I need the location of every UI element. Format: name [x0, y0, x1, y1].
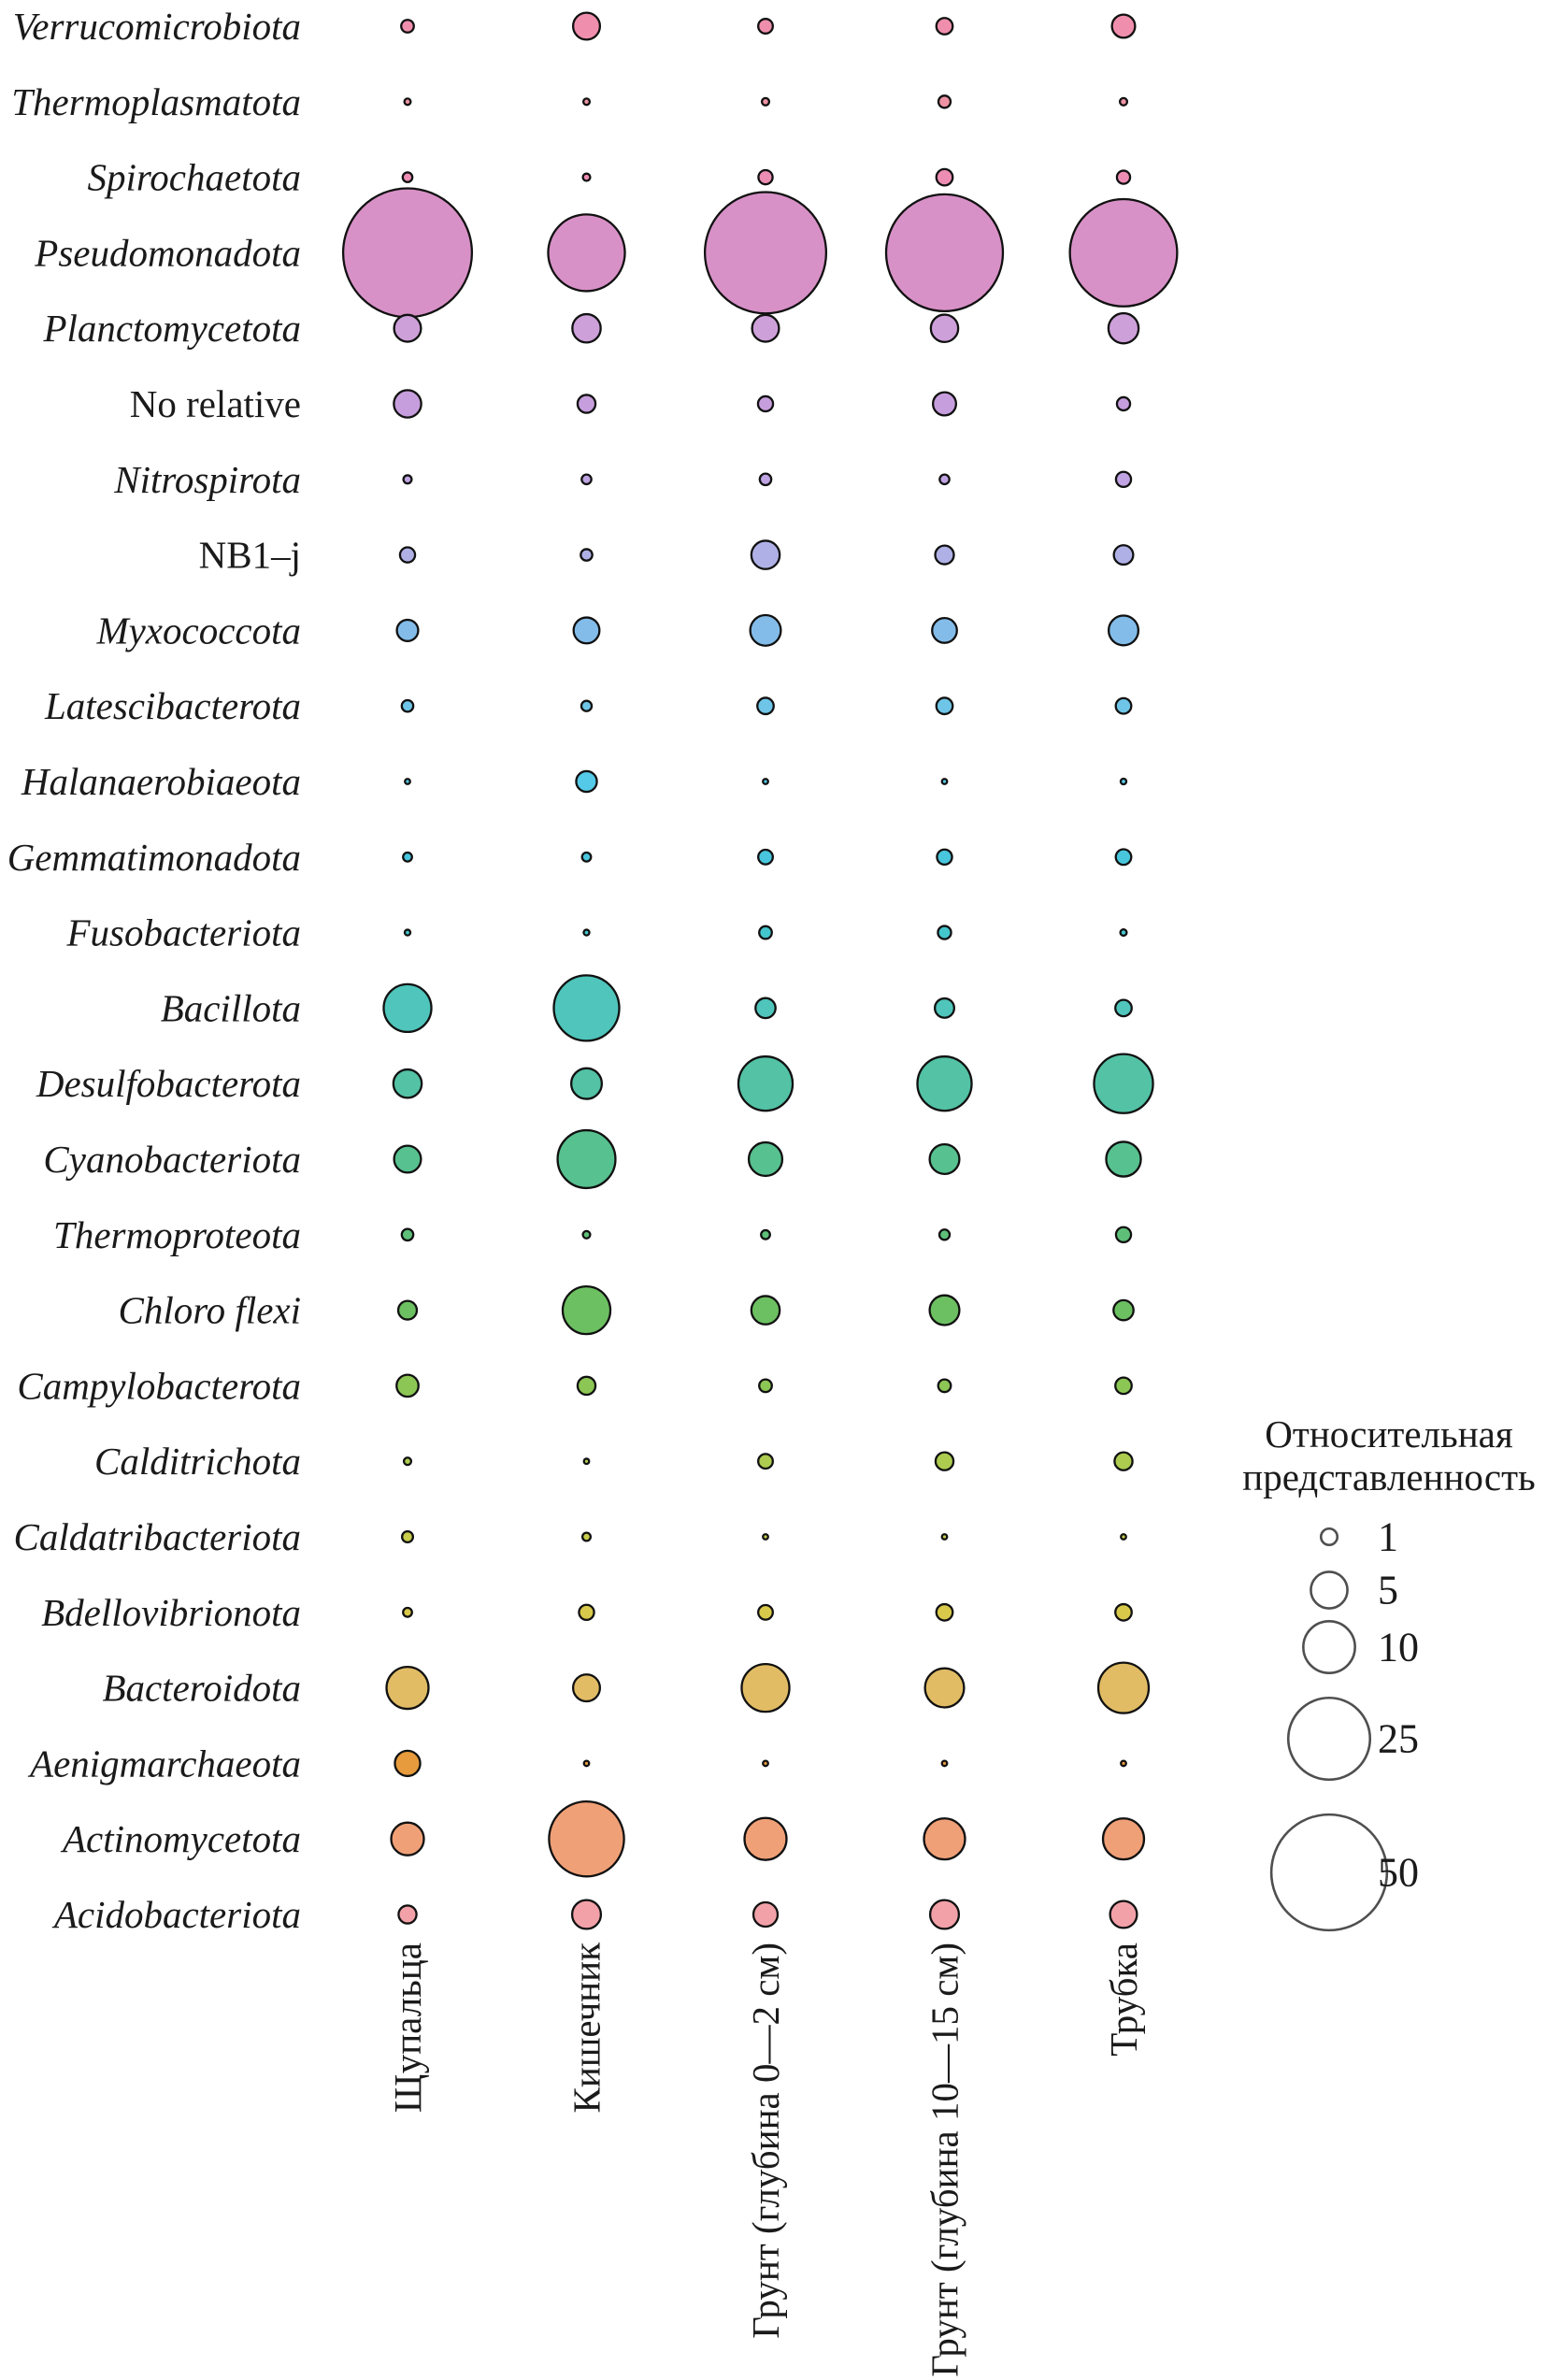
bubble	[942, 779, 948, 784]
legend-size-label: 5	[1378, 1567, 1398, 1613]
bubble	[937, 850, 952, 865]
bubble	[571, 1068, 602, 1099]
bubble	[924, 1818, 966, 1859]
bubble	[398, 1905, 416, 1923]
bubble	[1094, 1054, 1152, 1113]
bubble	[548, 214, 624, 291]
bubble	[549, 1801, 623, 1876]
x-axis-label: Щупальца	[386, 1943, 429, 2114]
bubble	[1121, 779, 1126, 784]
bubble	[1114, 1453, 1132, 1470]
bubble	[403, 853, 412, 862]
bubble	[394, 1146, 422, 1173]
row-label: Desulfobacterota	[36, 1062, 301, 1106]
bubble	[1117, 397, 1130, 410]
legend-size-label: 10	[1378, 1624, 1419, 1670]
bubble	[573, 1674, 600, 1701]
bubble	[938, 95, 951, 108]
row-label: Planctomycetota	[43, 307, 301, 351]
bubble	[930, 1296, 960, 1326]
bubble	[397, 620, 419, 641]
row-label: Bacteroidota	[102, 1666, 301, 1710]
bubble	[939, 1229, 950, 1240]
bubble	[572, 1900, 601, 1929]
row-label: Myxococcota	[96, 609, 301, 652]
bubble	[758, 170, 772, 184]
row-label: Calditrichota	[94, 1440, 301, 1484]
bubble	[937, 169, 953, 186]
legend-size-circle	[1310, 1571, 1347, 1608]
bubble	[576, 771, 596, 792]
bubble	[917, 1056, 971, 1111]
row-label: Cyanobacteriota	[43, 1138, 301, 1181]
bubble	[937, 697, 953, 714]
bubble	[402, 1531, 413, 1542]
bubble	[936, 1453, 953, 1470]
bubble	[398, 1301, 417, 1320]
bubble	[581, 701, 592, 711]
bubble	[938, 926, 951, 939]
row-label: Thermoproteota	[53, 1212, 301, 1256]
bubble	[403, 1608, 412, 1617]
row-label: Campylobacterota	[17, 1364, 301, 1408]
bubble	[762, 98, 769, 106]
bubble	[932, 618, 957, 643]
bubble	[758, 850, 773, 865]
bubble	[886, 194, 1003, 311]
bubble	[400, 548, 415, 563]
bubble	[396, 1375, 418, 1397]
bubble	[1106, 1141, 1140, 1176]
bubble	[1109, 313, 1138, 343]
bubble	[758, 19, 773, 34]
bubble	[1098, 1663, 1149, 1713]
row-label: Verrucomicrobiota	[12, 5, 301, 48]
bubble	[578, 394, 595, 412]
bubble	[1103, 1818, 1144, 1859]
bubble	[572, 314, 600, 342]
bubble	[753, 1902, 778, 1927]
bubble	[402, 700, 413, 711]
bubble	[930, 1144, 960, 1174]
bubble	[405, 779, 410, 784]
bubble	[403, 172, 412, 181]
bubble	[936, 546, 954, 565]
row-label: Spirochaetota	[87, 155, 301, 199]
bubble	[578, 1377, 595, 1395]
bubble	[933, 393, 956, 416]
x-axis-label: Кишечник	[565, 1943, 608, 2114]
bubble	[1112, 15, 1136, 38]
bubble	[1109, 616, 1138, 646]
bubble	[404, 475, 412, 483]
row-label: Actinomycetota	[62, 1817, 301, 1861]
bubble	[394, 1751, 420, 1776]
bubble	[758, 1605, 773, 1620]
legend-size-label: 50	[1378, 1849, 1419, 1896]
row-label: Bdellovibrionota	[41, 1590, 301, 1634]
row-label: Chloro flexi	[118, 1288, 301, 1332]
bubble	[404, 1457, 411, 1465]
x-axis-label: Грунт (глубина 0—2 см)	[744, 1943, 787, 2339]
bubble	[1121, 1534, 1126, 1540]
bubble	[574, 618, 600, 644]
row-label: Fusobacteriota	[66, 910, 301, 954]
legend-size-circle	[1271, 1814, 1387, 1930]
row-label: No relative	[129, 382, 301, 425]
bubble	[758, 396, 773, 411]
bubble	[405, 98, 411, 105]
bubble	[383, 984, 431, 1032]
bubble	[583, 98, 590, 105]
bubble	[582, 1533, 591, 1541]
bubble	[942, 1534, 948, 1540]
legend-size-circle	[1321, 1528, 1338, 1545]
bubble	[405, 930, 410, 936]
bubble	[558, 1130, 616, 1188]
bubble	[563, 1286, 610, 1334]
bubble	[1117, 171, 1130, 184]
bubble	[942, 1761, 948, 1767]
legend-title: Относительная	[1265, 1412, 1513, 1455]
row-label: Thermoplasmatota	[11, 79, 301, 123]
row-label: Pseudomonadota	[35, 231, 301, 275]
bubble	[749, 1142, 782, 1176]
bubble	[1121, 1761, 1126, 1767]
row-label: Bacillota	[160, 986, 301, 1030]
bubble	[401, 20, 414, 33]
row-label: Acidobacteriota	[53, 1893, 301, 1936]
bubble	[925, 1669, 965, 1708]
bubble	[583, 1231, 591, 1239]
bubble	[554, 975, 620, 1040]
bubble	[755, 998, 775, 1018]
bubble	[930, 1900, 959, 1929]
bubble	[763, 1534, 768, 1540]
bubble	[582, 853, 592, 862]
row-label: Caldatribacteriota	[13, 1515, 301, 1558]
x-axis-label: Грунт (глубина 10—15 см)	[923, 1943, 966, 2377]
bubble	[394, 1069, 422, 1097]
row-label: Aenigmarchaeota	[30, 1742, 301, 1785]
bubble	[752, 315, 780, 342]
row-label: NB1–j	[198, 533, 301, 577]
bubble	[1115, 1000, 1132, 1017]
bubble	[931, 315, 958, 342]
bubble	[392, 1823, 424, 1856]
bubble	[759, 1380, 772, 1393]
row-label: Gemmatimonadota	[7, 835, 301, 879]
bubble	[394, 315, 422, 342]
bubble	[1070, 199, 1178, 307]
row-label: Nitrospirota	[114, 457, 301, 501]
bubble	[761, 1230, 770, 1240]
bubble	[1110, 1901, 1138, 1928]
bubble	[763, 1761, 768, 1767]
bubble	[935, 998, 954, 1018]
bubble	[705, 193, 826, 314]
bubble	[758, 1454, 773, 1469]
row-label: Halanaerobiaeota	[21, 760, 301, 803]
bubble	[752, 540, 780, 568]
bubble	[579, 1605, 594, 1620]
legend-size-label: 1	[1378, 1513, 1398, 1560]
x-axis-label: Трубка	[1102, 1943, 1145, 2057]
bubble	[938, 1380, 952, 1393]
bubble	[757, 697, 774, 714]
bubble	[1121, 929, 1127, 936]
bubble	[1115, 1604, 1132, 1621]
legend-title: представленность	[1242, 1455, 1536, 1498]
bubble	[1116, 849, 1132, 865]
bubble	[1120, 98, 1127, 106]
bubble	[1115, 1378, 1132, 1395]
bubble	[581, 475, 591, 484]
bubble	[752, 1296, 780, 1324]
bubble	[1113, 1300, 1133, 1320]
bubble	[741, 1664, 789, 1712]
bubble	[402, 1229, 413, 1240]
bubble	[1116, 1227, 1131, 1242]
row-label: Latescibacterota	[44, 684, 301, 728]
legend-size-circle	[1303, 1621, 1354, 1672]
bubble	[1116, 472, 1131, 487]
bubble	[1114, 545, 1134, 565]
bubble	[745, 1818, 787, 1860]
bubble	[394, 390, 421, 417]
bubble	[937, 18, 953, 35]
bubble	[759, 926, 772, 939]
bubble	[1116, 698, 1132, 714]
bubble	[584, 1761, 590, 1767]
legend-size-circle	[1288, 1698, 1370, 1780]
bubble	[583, 174, 591, 181]
bubble	[580, 549, 592, 560]
bubble	[937, 1604, 953, 1621]
bubble	[939, 475, 949, 484]
bubble	[343, 189, 472, 318]
bubble	[387, 1667, 429, 1709]
bubble	[751, 615, 781, 646]
bubble	[583, 930, 589, 936]
bubble	[763, 779, 768, 784]
bubble	[760, 474, 771, 485]
legend-size-label: 25	[1378, 1715, 1419, 1762]
bubble	[573, 13, 600, 40]
bubble	[738, 1056, 793, 1111]
bubble	[584, 1458, 590, 1464]
